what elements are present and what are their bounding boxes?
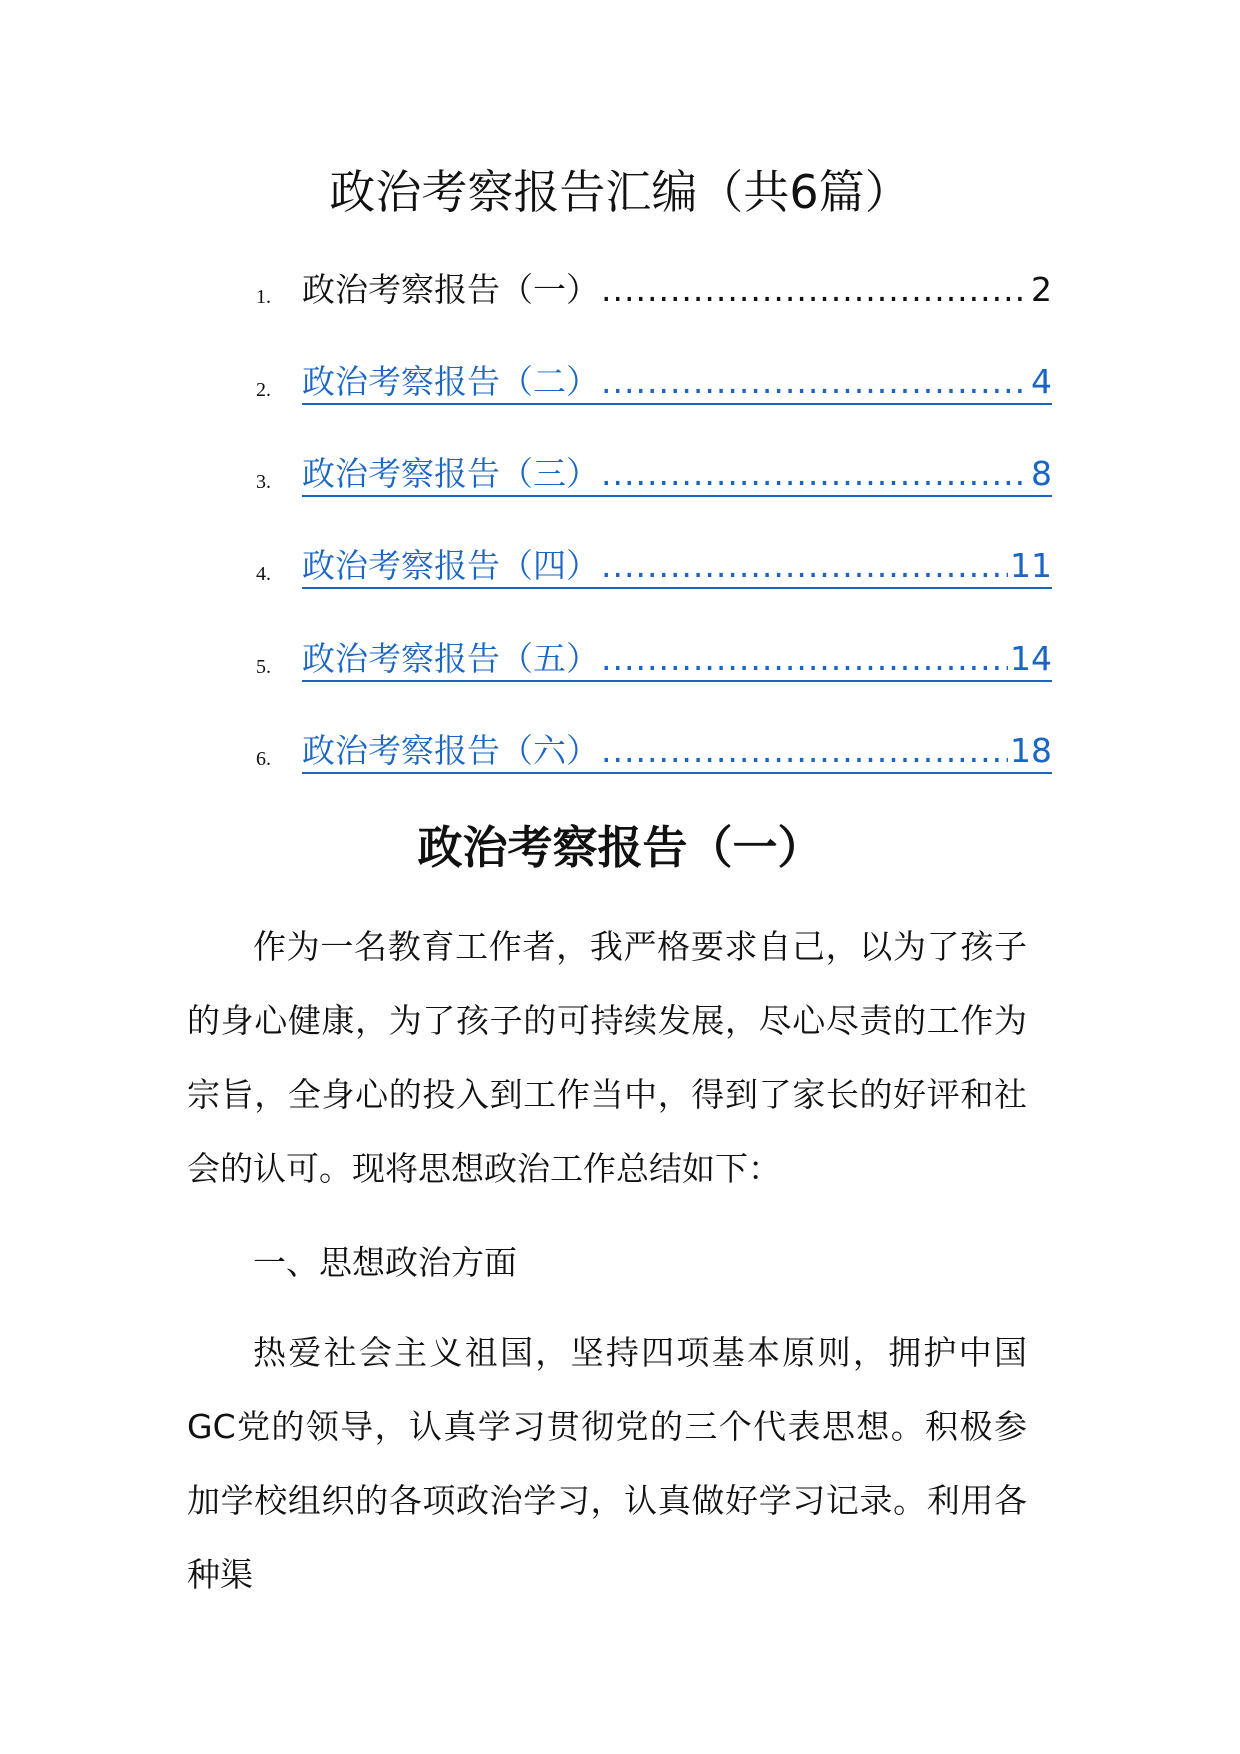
toc-leader-dots <box>601 545 1008 587</box>
toc-leader-dots <box>601 268 1029 312</box>
toc-item-page: 18 <box>1010 731 1052 770</box>
toc-link-6[interactable] <box>302 730 1052 774</box>
toc-item-number: 1. <box>256 286 271 308</box>
subheading-paragraph: 一、思想政治方面 <box>253 1243 517 1282</box>
toc-item-page: 2 <box>1031 270 1052 309</box>
toc-item-number: 6. <box>256 748 271 770</box>
toc-leader-dots <box>601 730 1008 772</box>
toc-item-6 <box>256 724 1052 774</box>
toc-item-number: 3. <box>256 471 271 493</box>
toc-item-4 <box>256 539 1052 589</box>
toc-item-label: 政治考察报告（五） <box>302 639 599 678</box>
toc-link-5[interactable] <box>302 638 1052 682</box>
toc-link-4[interactable] <box>302 545 1052 589</box>
toc-item-page: 14 <box>1010 639 1052 678</box>
toc-leader-dots <box>601 361 1029 403</box>
toc-item-label: 政治考察报告（六） <box>302 731 599 770</box>
toc-item-label: 政治考察报告（四） <box>302 546 599 585</box>
section-title: 政治考察报告（一） <box>417 821 823 874</box>
toc-item-label: 政治考察报告（一） <box>302 270 599 309</box>
body-paragraph: 热爱社会主义祖国，坚持四项基本原则，拥护中国GC党的领导，认真学习贯彻党的三个代表思想。积极参加学校组织的各项政治学习，认真做好学习记录。利用各种渠 <box>187 1333 1027 1594</box>
toc-item-5 <box>256 632 1052 682</box>
toc-item-number: 2. <box>256 379 271 401</box>
toc-leader-dots <box>601 638 1008 680</box>
toc-item-page: 4 <box>1031 362 1052 401</box>
document-title: 政治考察报告汇编（共6篇） <box>329 165 911 219</box>
toc-item-2 <box>256 355 1052 405</box>
toc-leader-dots <box>601 453 1029 495</box>
toc-entry-1[interactable] <box>302 268 1052 312</box>
toc-link-3[interactable] <box>302 453 1052 497</box>
toc-item-label: 政治考察报告（三） <box>302 454 599 493</box>
toc-item-label: 政治考察报告（二） <box>302 362 599 401</box>
toc-item-number: 5. <box>256 656 271 678</box>
toc-link-2[interactable] <box>302 361 1052 405</box>
toc-item-number: 4. <box>256 563 271 585</box>
toc-item-page: 11 <box>1010 546 1052 585</box>
toc-item-1 <box>256 262 1052 312</box>
toc-item-3 <box>256 447 1052 497</box>
body-paragraph: 作为一名教育工作者，我严格要求自己，以为了孩子的身心健康，为了孩子的可持续发展，尽心尽责的工作为宗旨，全身心的投入到工作当中，得到了家长的好评和社会的认可。现将思想政治工作总结如下： <box>187 927 1027 1188</box>
toc-item-page: 8 <box>1031 454 1052 493</box>
